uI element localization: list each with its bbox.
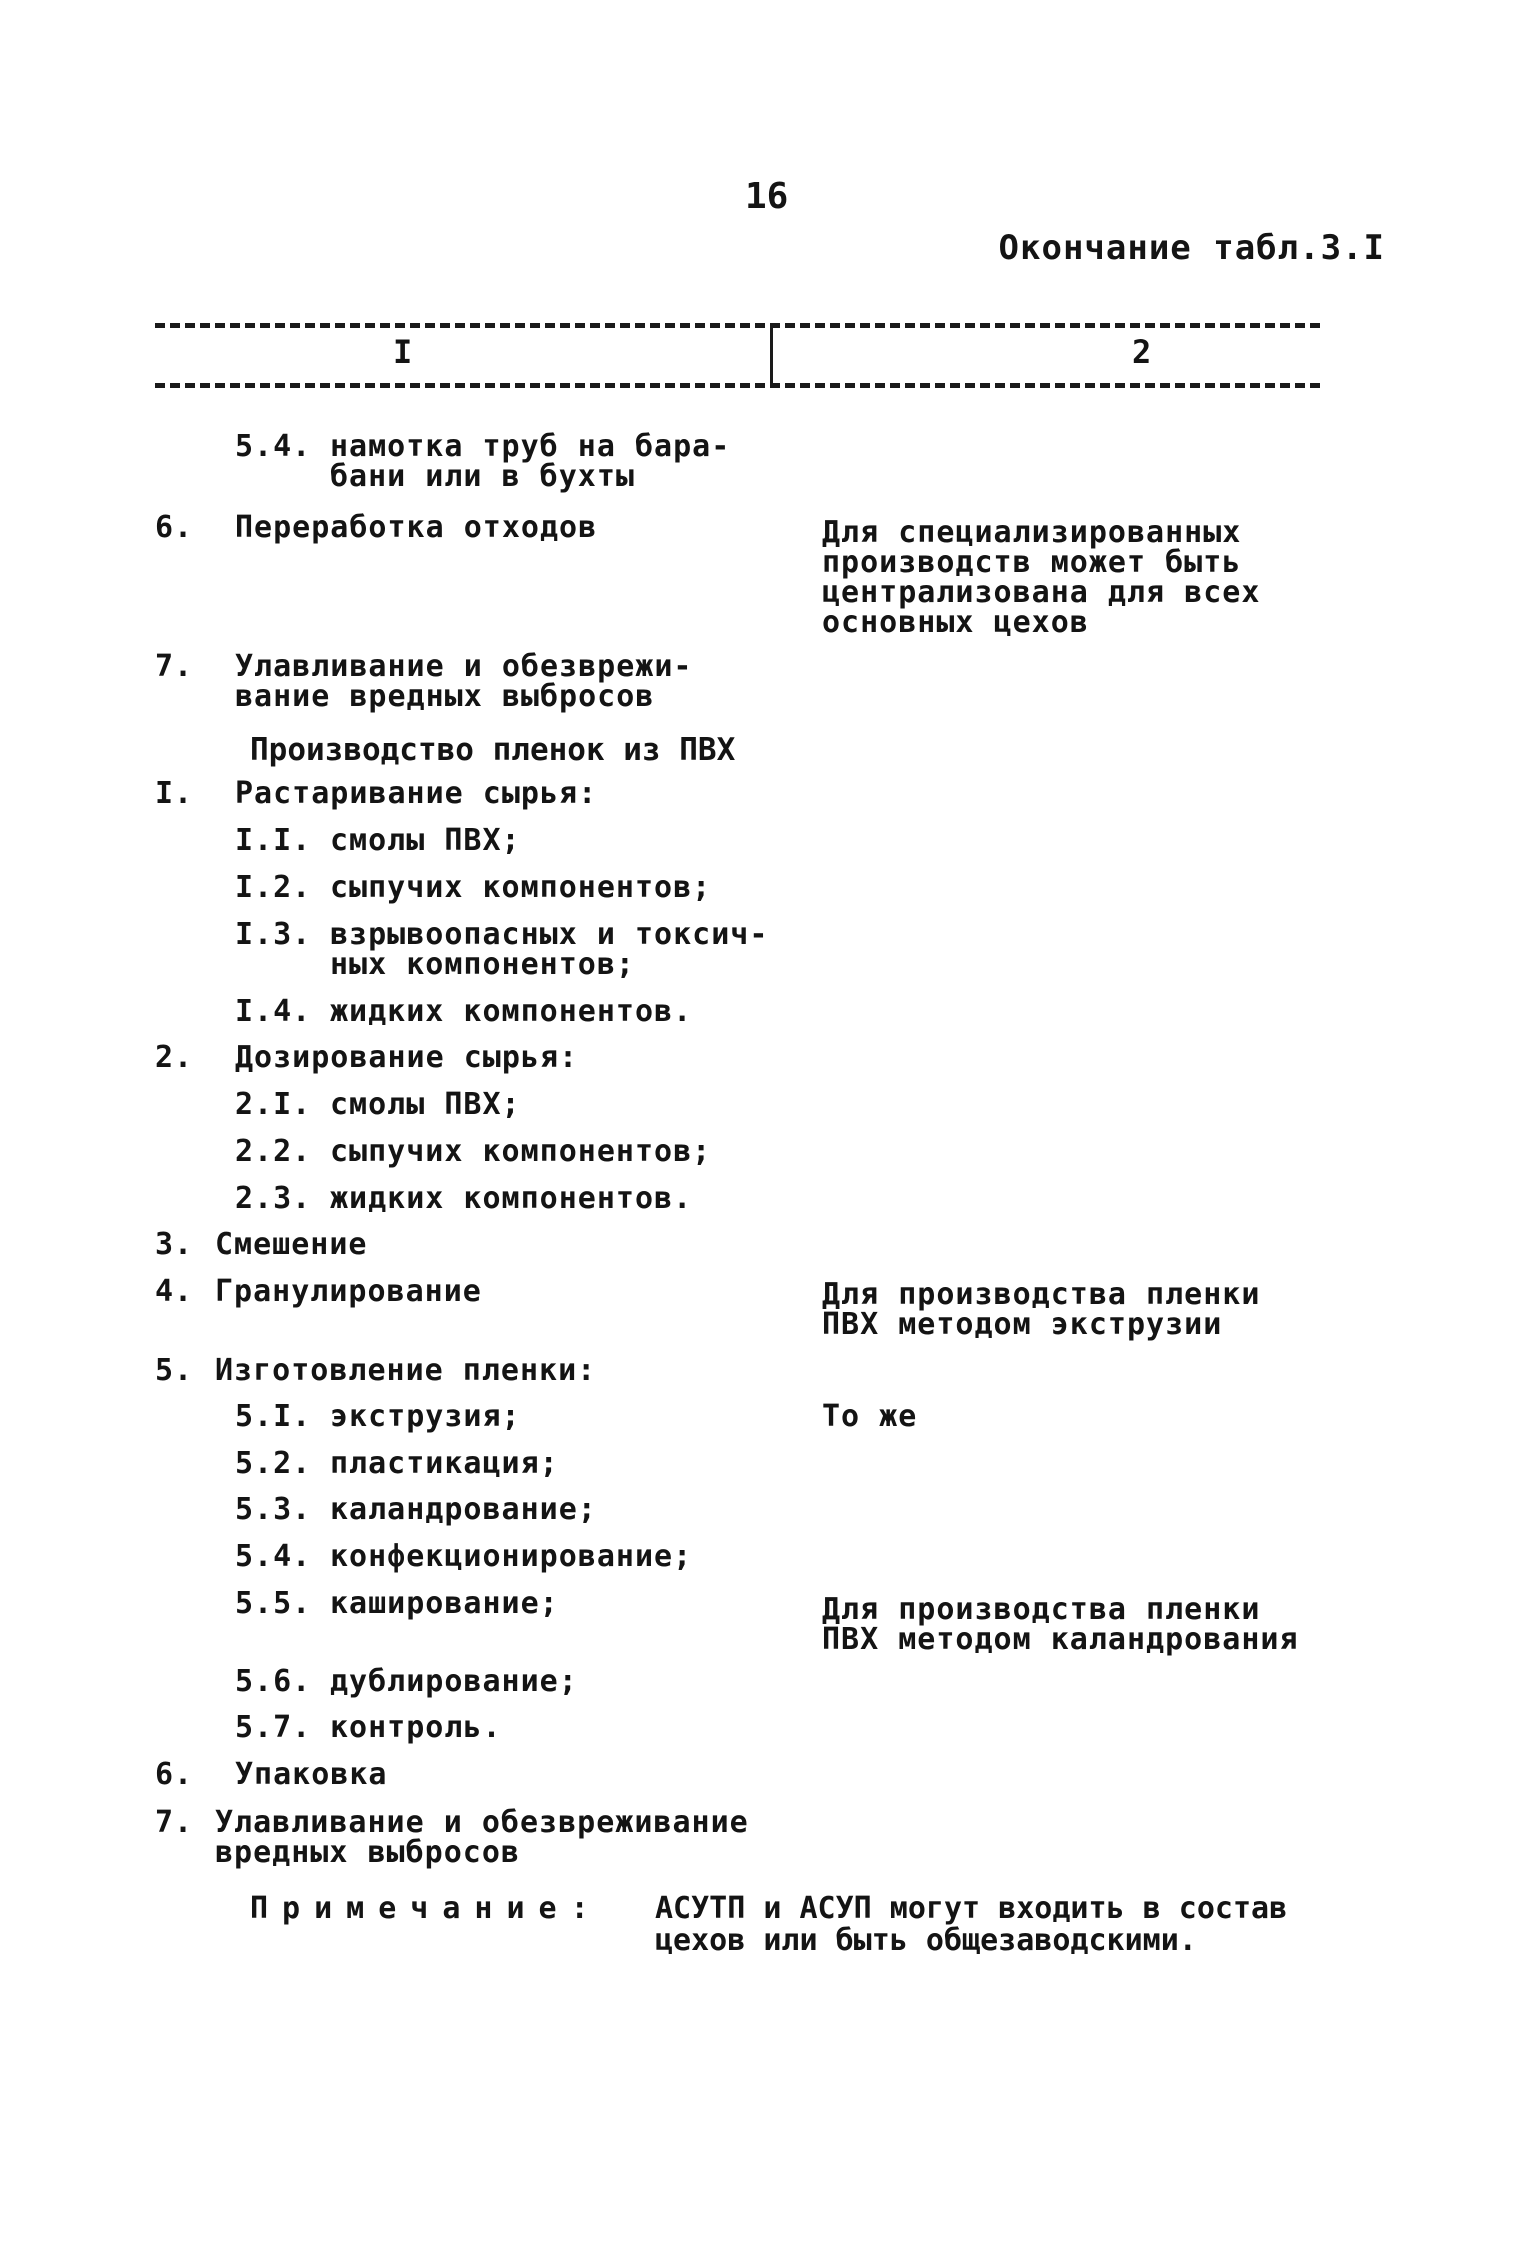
row-number: 5.I.	[235, 1399, 312, 1434]
row-number: I.3.	[235, 917, 312, 952]
row-number: 6.	[155, 1757, 194, 1792]
row-number: 2.	[155, 1040, 194, 1075]
remark: То же	[822, 1399, 918, 1434]
row-text: Переработка отходов	[235, 510, 598, 545]
row-text: каширование;	[330, 1586, 559, 1621]
note-label: Примечание:	[250, 1891, 603, 1926]
page-number: 16	[745, 176, 789, 217]
column-header-1: I	[393, 333, 413, 371]
row-text: Изготовление пленки:	[215, 1353, 597, 1388]
column-header-2: 2	[1132, 333, 1152, 371]
row-number: 2.2.	[235, 1134, 312, 1169]
row-number: 3.	[155, 1227, 194, 1262]
table-rule-top	[155, 323, 1320, 328]
row-number: I.	[155, 776, 194, 811]
row-text: Растаривание сырья:	[235, 776, 598, 811]
row-text: Гранулирование	[215, 1274, 482, 1309]
table-title: Окончание табл.3.I	[998, 228, 1385, 268]
section-heading: Производство пленок из ПВХ	[250, 732, 736, 768]
row-number: 2.I.	[235, 1087, 312, 1122]
remark: Для производства пленки ПВХ методом каландрования	[822, 1592, 1299, 1657]
row-number: 5.5.	[235, 1586, 312, 1621]
row-text: взрывоопасных и токсич- ных компонентов;	[330, 917, 769, 982]
row-text: Дозирование сырья:	[235, 1040, 579, 1075]
row-text: сыпучих компонентов;	[330, 870, 712, 905]
column-divider	[770, 323, 773, 388]
remark: Для специализированных производств может быть централизована для всех основных цехов	[822, 515, 1261, 640]
row-text: пластикация;	[330, 1446, 559, 1481]
row-text: контроль.	[330, 1710, 502, 1745]
row-number: 7.	[155, 1805, 194, 1840]
row-number: 5.3.	[235, 1492, 312, 1527]
row-number: 5.4.	[235, 1539, 312, 1574]
row-number: 5.6.	[235, 1664, 312, 1699]
row-text: сыпучих компонентов;	[330, 1134, 712, 1169]
row-text: Улавливание и обезврежи- вание вредных выбросов	[235, 649, 693, 714]
note	[250, 1891, 1288, 1958]
row-number: 4.	[155, 1274, 194, 1309]
row-text: экструзия;	[330, 1399, 521, 1434]
row-number: I.2.	[235, 870, 312, 905]
row-text: жидких компонентов.	[330, 1181, 693, 1216]
row-text: Упаковка	[235, 1757, 388, 1792]
row-text: каландрование;	[330, 1492, 597, 1527]
row-number: 5.4.	[235, 429, 312, 464]
row-number: 2.3.	[235, 1181, 312, 1216]
table-rule-bottom	[155, 383, 1320, 388]
row-text: Смешение	[215, 1227, 368, 1262]
row-number: I.I.	[235, 823, 312, 858]
row-text: Улавливание и обезвреживание вредных выбросов	[215, 1805, 749, 1870]
row-number: 5.7.	[235, 1710, 312, 1745]
row-text: дублирование;	[330, 1664, 578, 1699]
row-number: I.4.	[235, 994, 312, 1029]
row-text: конфекционирование;	[330, 1539, 693, 1574]
row-text: жидких компонентов.	[330, 994, 693, 1029]
row-number: 5.2.	[235, 1446, 312, 1481]
row-number: 5.	[155, 1353, 194, 1388]
row-text: смолы ПВХ;	[330, 1087, 521, 1122]
note-text: АСУТП и АСУП могут входить в состав цехов или быть общезаводскими.	[655, 1891, 1288, 1958]
row-number: 7.	[155, 649, 194, 684]
row-text: смолы ПВХ;	[330, 823, 521, 858]
row-text: намотка труб на бара- бани или в бухты	[330, 429, 731, 494]
remark: Для производства пленки ПВХ методом экструзии	[822, 1277, 1261, 1342]
row-number: 6.	[155, 510, 194, 545]
